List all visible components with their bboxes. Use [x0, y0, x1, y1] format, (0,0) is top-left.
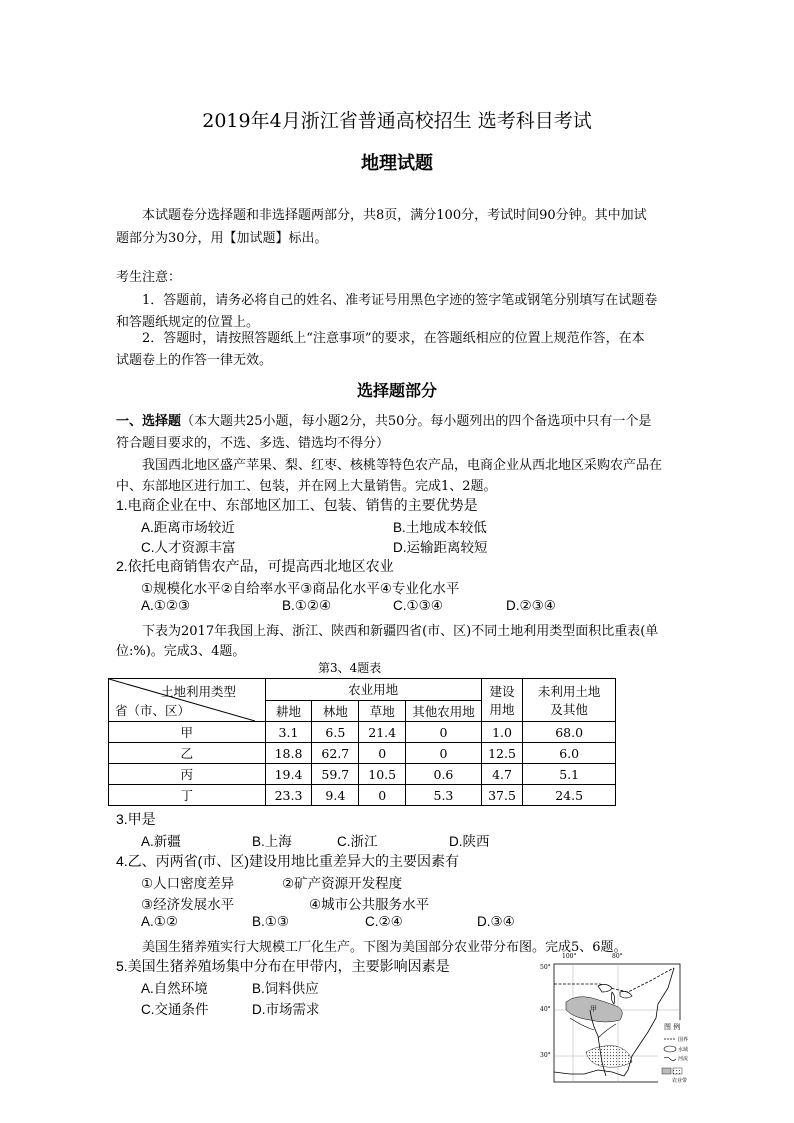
q4-option-b: B.①③: [252, 914, 289, 929]
q5-option-c: C.交通条件: [141, 1002, 209, 1017]
q4-option-a: A.①②: [141, 914, 178, 929]
legend-water-label: 水域: [678, 1047, 689, 1053]
header-unused-land: [523, 679, 616, 722]
q1-option-a: A.距离市场较近: [141, 520, 235, 535]
q3-stem: 3.甲是: [116, 811, 156, 827]
q1-option-d: D.运输距离较短: [393, 540, 488, 555]
map-lat-label-1: 50°: [540, 964, 551, 971]
stem-56-line-1: 美国生猪养殖实行大规模工厂化生产。下图为美国部分农业带分布图。完成5、6题。: [142, 940, 627, 955]
row-name: 丁: [109, 785, 266, 806]
q3-option-b: B.上海: [252, 834, 292, 849]
table-row: [109, 764, 616, 785]
notice-heading: 考生注意：: [116, 270, 182, 285]
q4-item-2: ②矿产资源开发程度: [282, 876, 403, 891]
table-row: [109, 722, 616, 743]
exam-title: 2019年4月浙江省普通高校招生 选考科目考试: [202, 110, 592, 132]
cell: 23.3: [265, 785, 312, 806]
stem-12-line-1: 我国西北地区盛产苹果、梨、红枣、核桃等特色农产品，电商企业从西北地区采购农产品在: [142, 458, 663, 473]
cell: 5.1: [523, 764, 616, 785]
corner-bottom-label: 省（市、区）: [115, 703, 191, 718]
row-name: 丙: [109, 764, 266, 785]
cell: 62.7: [312, 743, 359, 764]
header-grass: 草地: [359, 700, 406, 722]
cell: 6.0: [523, 743, 616, 764]
cell: 19.4: [265, 764, 312, 785]
q2-option-c: C.①③④: [393, 598, 443, 613]
q4-stem: 4.乙、丙两省(市、区)建设用地比重差异大的主要因素有: [116, 853, 459, 869]
notice-item-2-line-1: 2．答题时，请按照答题纸上“注意事项”的要求，在答题纸相应的位置上规范作答，在本: [142, 331, 645, 346]
notice-item-2-line-2: 试题卷上的作答一律无效。: [116, 353, 273, 368]
q1-stem: 1.电商企业在中、东部地区加工、包装、销售的主要优势是: [116, 497, 478, 513]
q2-option-b: B.①②④: [282, 598, 332, 613]
cell: 0: [406, 743, 482, 764]
legend-belt-label: 农业带: [672, 1078, 688, 1084]
header-agri-land: 农业用地: [265, 679, 481, 701]
legend-border-label: 国界: [678, 1037, 689, 1043]
map-lat-label-2: 40°: [540, 1006, 551, 1013]
header-build-land: [481, 679, 523, 722]
table-corner-cell: [109, 679, 266, 722]
corner-top-label: 土地利用类型: [161, 684, 237, 699]
cell: 0.6: [406, 764, 482, 785]
cell: 0: [359, 743, 406, 764]
legend-title: 图 例: [664, 1023, 681, 1031]
section-instruction-rest: （本大题共25小题，每小题2分，共50分。每小题列出的四个备选项中只有一个是: [181, 414, 652, 429]
q4-option-d: D.③④: [477, 914, 515, 929]
cell: 24.5: [523, 785, 616, 806]
q4-item-1: ①人口密度差异: [141, 876, 235, 891]
cell: 59.7: [312, 764, 359, 785]
intro-line-1: 本试题卷分选择题和非选择题两部分，共8页，满分100分，考试时间90分钟。其中加试: [142, 208, 647, 223]
q3-option-a: A.新疆: [141, 834, 181, 849]
q5-stem: 5.美国生猪养殖场集中分布在甲带内，主要影响因素是: [116, 958, 450, 974]
cell: 5.3: [406, 785, 482, 806]
header-farmland: 耕地: [265, 700, 312, 722]
q4-item-3: ③经济发展水平: [141, 897, 235, 912]
section-instruction-bold: 一、选择题: [116, 414, 182, 429]
cell: 4.7: [481, 764, 523, 785]
map-lon-label-2: 80°: [612, 953, 623, 960]
q5-option-b: B.饲料供应: [252, 981, 319, 996]
q2-items: ①规模化水平②自给率水平③商品化水平④专业化水平: [141, 581, 460, 596]
cell: 10.5: [359, 764, 406, 785]
map-lat-label-3: 30°: [540, 1052, 551, 1059]
header-forest: 林地: [312, 700, 359, 722]
q5-option-a: A.自然环境: [141, 981, 208, 996]
header-other-agri: 其他农用地: [406, 700, 482, 722]
stem-12-line-2: 中、东部地区进行加工、包装，并在网上大量销售。完成1、2题。: [116, 479, 497, 494]
row-name: 甲: [109, 722, 266, 743]
q5-option-d: D.市场需求: [252, 1002, 320, 1017]
stem-34-line-1: 下表为2017年我国上海、浙江、陕西和新疆四省(市、区)不同土地利用类型面积比重表(单: [142, 624, 659, 639]
header-unused-line-2: 及其他: [550, 702, 588, 717]
map-region-label: 甲: [590, 1005, 597, 1013]
land-use-table: [108, 678, 616, 806]
cell: 0: [359, 785, 406, 806]
exam-subtitle: 地理试题: [361, 153, 433, 174]
cell: 3.1: [265, 722, 312, 743]
us-agri-belt-map: [540, 953, 700, 1086]
table-row: [109, 743, 616, 764]
header-build-line-1: 建设: [489, 684, 515, 699]
cell: 21.4: [359, 722, 406, 743]
table-caption: 第3、4题表: [318, 661, 382, 675]
q3-option-d: D.陕西: [449, 834, 490, 849]
header-unused-line-1: 未利用土地: [537, 684, 601, 699]
table-row: [109, 785, 616, 806]
cell: 68.0: [523, 722, 616, 743]
q2-option-a: A.①②③: [141, 598, 191, 613]
q1-option-b: B.土地成本较低: [393, 520, 487, 535]
section-instruction-line-1: [116, 410, 651, 429]
q4-option-c: C.②④: [365, 914, 403, 929]
section-instruction-line-2: 符合题目要求的，不选、多选、错选均不得分）: [116, 436, 390, 451]
row-name: 乙: [109, 743, 266, 764]
q3-option-c: C.浙江: [337, 834, 378, 849]
q2-option-d: D.②③④: [506, 598, 556, 613]
stem-34-line-2: 位:%)。完成3、4题。: [116, 644, 246, 659]
q2-stem: 2.依托电商销售农产品，可提高西北地区农业: [116, 558, 394, 574]
cell: 18.8: [265, 743, 312, 764]
legend-river-label: 河流: [678, 1056, 689, 1062]
cell: 9.4: [312, 785, 359, 806]
cell: 1.0: [481, 722, 523, 743]
cell: 6.5: [312, 722, 359, 743]
q1-option-c: C.人才资源丰富: [141, 540, 236, 555]
notice-item-1-line-2: 和答题纸规定的位置上。: [116, 315, 260, 330]
cell: 0: [406, 722, 482, 743]
notice-item-1-line-1: 1．答题前，请务必将自己的姓名、准考证号用黑色字迹的签字笔或钢笔分别填写在试题卷: [142, 293, 658, 308]
intro-line-2: 题部分为30分，用【加试题】标出。: [116, 231, 328, 246]
q4-item-4: ④城市公共服务水平: [309, 897, 430, 912]
cell: 12.5: [481, 743, 523, 764]
section-title: 选择题部分: [356, 381, 437, 400]
header-build-line-2: 用地: [489, 702, 515, 717]
map-lon-label-1: 100°: [562, 953, 577, 960]
cell: 37.5: [481, 785, 523, 806]
